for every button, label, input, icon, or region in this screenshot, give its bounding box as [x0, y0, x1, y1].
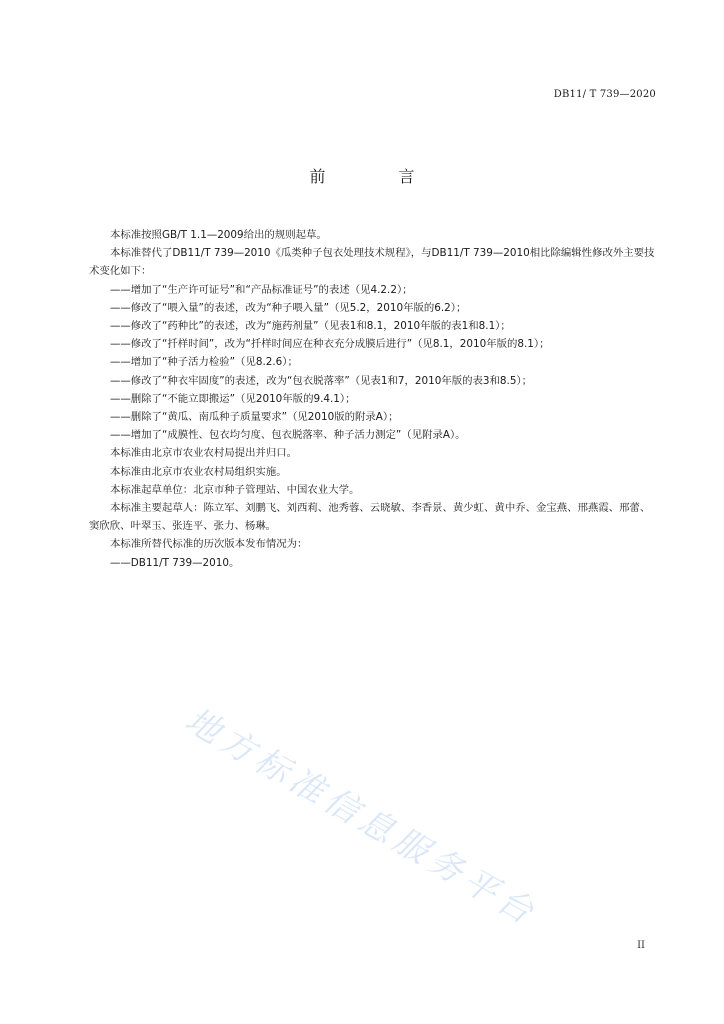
change-item: ——增加了“种子活力检验”（见8.2.6）；: [110, 356, 298, 369]
change-item: ——删除了“不能立即搬运”（见2010年版的9.4.1）；: [110, 392, 356, 405]
paragraph: 本标准按照GB/T 1.1—2009给出的规则起草。: [110, 229, 327, 241]
paragraph: 本标准替代了DB11/T 739—2010《瓜类种子包衣处理技术规程》，与DB11/T 739—2010相比除编辑性修改外主要技术变化如下：: [89, 247, 655, 278]
paragraph: 本标准所替代标准的历次版本发布情况为：: [110, 538, 308, 551]
page-title: 前 言: [309, 167, 449, 186]
paragraph: 本标准主要起草人：陈立军、刘鹏飞、刘西莉、池秀蓉、云晓敏、李香景、黄少虹、黄中乔、金宝燕、邢燕霞、邢蕾、窦欣欣、叶翠玉、张连平、张力、杨琳。: [89, 502, 651, 533]
change-item: ——增加了“成膜性、包衣均匀度、包衣脱落率、种子活力测定”（见附录A）。: [110, 429, 466, 442]
history-item: ——DB11/T 739—2010。: [110, 556, 240, 569]
page-number: II: [637, 940, 645, 951]
paragraph: 本标准由北京市农业农村局组织实施。: [110, 465, 287, 478]
change-item: ——修改了“扦样时间”，改为“扦样时间应在种衣充分成膜后进行”（见8.1，2010年版的8.1）；: [110, 338, 550, 351]
foreword-body: [89, 226, 657, 572]
change-item: ——增加了“生产许可证号”和“产品标准证号”的表述（见4.2.2）；: [110, 283, 413, 296]
paragraph: 本标准起草单位：北京市种子管理站、中国农业大学。: [110, 483, 360, 496]
standard-code: DB11/ T 739—2020: [553, 89, 656, 100]
change-item: ——修改了“药种比”的表述，改为“施药剂量”（见表1和8.1，2010年版的表1和8.1）；: [110, 320, 511, 333]
paragraph: 本标准由北京市农业农村局提出并归口。: [110, 447, 298, 460]
change-item: ——删除了“黄瓜、南瓜种子质量要求”（见2010版的附录A）；: [110, 411, 399, 424]
change-item: ——修改了“喂入量”的表述，改为“种子喂入量”（见5.2，2010年版的6.2）；: [110, 301, 467, 314]
change-item: ——修改了“种衣牢固度”的表述，改为“包衣脱落率”（见表1和7，2010年版的表3和8.5）；: [110, 374, 533, 387]
watermark: 地方标准信息服务平台: [178, 700, 545, 935]
